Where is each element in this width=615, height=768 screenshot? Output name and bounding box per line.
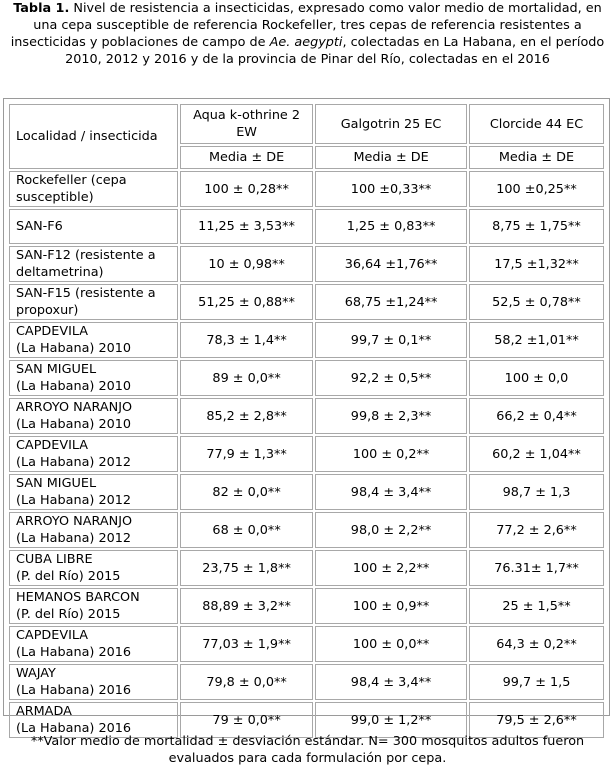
value-aqua: 68 ± 0,0**	[180, 512, 313, 548]
table-row	[9, 512, 604, 548]
table-row	[9, 246, 604, 282]
row-locality	[9, 664, 178, 700]
row-locality-line1: ARMADA	[16, 704, 72, 719]
row-locality	[9, 588, 178, 624]
table-row	[9, 588, 604, 624]
value-clorcide: 77,2 ± 2,6**	[469, 512, 604, 548]
table-row	[9, 474, 604, 510]
row-locality-line2: (P. del Río) 2015	[16, 607, 121, 622]
subheader-col-galgotrin: Media ± DE	[315, 146, 467, 169]
value-clorcide: 76.31± 1,7**	[469, 550, 604, 586]
caption-text: Nivel de resistencia a insecticidas, expresado como valor medio de mortalidad, en una cepa susceptible de referencia Rockefeller, tres cepas de referencia resistentes a insecticidas y poblaciones de campo de	[10, 1, 602, 50]
value-clorcide: 98,7 ± 1,3	[469, 474, 604, 510]
row-locality-line2: (La Habana) 2012	[16, 455, 132, 470]
value-galgotrin: 98,0 ± 2,2**	[315, 512, 467, 548]
row-locality-line2: (P. del Río) 2015	[16, 569, 121, 584]
table-row	[9, 171, 604, 207]
table-row	[9, 398, 604, 434]
row-locality	[9, 398, 178, 434]
table-row	[9, 436, 604, 472]
value-clorcide: 58,2 ±1,01**	[469, 322, 604, 358]
value-galgotrin: 99,0 ± 1,2**	[315, 702, 467, 738]
row-locality-line1: CUBA LIBRE	[16, 552, 93, 567]
row-locality	[9, 209, 178, 244]
value-aqua: 77,03 ± 1,9**	[180, 626, 313, 662]
value-clorcide: 25 ± 1,5**	[469, 588, 604, 624]
row-locality	[9, 550, 178, 586]
value-clorcide: 64,3 ± 0,2**	[469, 626, 604, 662]
value-clorcide: 99,7 ± 1,5	[469, 664, 604, 700]
value-galgotrin: 36,64 ±1,76**	[315, 246, 467, 282]
row-locality-line2: (La Habana) 2016	[16, 721, 132, 736]
row-locality-line1: SAN MIGUEL	[16, 362, 97, 377]
value-aqua: 100 ± 0,28**	[180, 171, 313, 207]
value-aqua: 77,9 ± 1,3**	[180, 436, 313, 472]
subheader-col-aqua: Media ± DE	[180, 146, 313, 169]
row-locality-line1: CAPDEVILA	[16, 324, 89, 339]
table-row	[9, 284, 604, 320]
row-locality-line1: SAN MIGUEL	[16, 476, 97, 491]
resistance-table	[7, 102, 606, 740]
row-locality	[9, 474, 178, 510]
value-galgotrin: 100 ± 0,2**	[315, 436, 467, 472]
row-locality-line1: HEMANOS BARCON	[16, 590, 140, 605]
row-locality-line1: CAPDEVILA	[16, 438, 89, 453]
value-aqua: 23,75 ± 1,8**	[180, 550, 313, 586]
row-locality-line2: (La Habana) 2012	[16, 493, 132, 508]
table-body	[9, 104, 604, 738]
table-caption	[0, 0, 615, 68]
table-row	[9, 322, 604, 358]
value-aqua: 85,2 ± 2,8**	[180, 398, 313, 434]
header-col-clorcide: Clorcide 44 EC	[469, 104, 604, 144]
value-clorcide: 66,2 ± 0,4**	[469, 398, 604, 434]
table-row	[9, 664, 604, 700]
value-clorcide: 52,5 ± 0,78**	[469, 284, 604, 320]
row-locality	[9, 171, 178, 207]
row-locality-line2: (La Habana) 2010	[16, 379, 132, 394]
row-locality-line2: (La Habana) 2016	[16, 645, 132, 660]
value-aqua: 10 ± 0,98**	[180, 246, 313, 282]
table-footnote: **Valor medio de mortalidad ± desviación estándar. N= 300 mosquitos adultos fueron evaluados para cada formulación por cepa.	[30, 734, 585, 766]
row-locality-line1: SAN-F15 (resistente a	[16, 286, 156, 301]
value-clorcide: 79,5 ± 2,6**	[469, 702, 604, 738]
value-aqua: 82 ± 0,0**	[180, 474, 313, 510]
value-aqua: 88,89 ± 3,2**	[180, 588, 313, 624]
value-aqua: 79,8 ± 0,0**	[180, 664, 313, 700]
table-frame	[3, 98, 610, 736]
value-clorcide: 100 ± 0,0	[469, 360, 604, 396]
value-clorcide: 60,2 ± 1,04**	[469, 436, 604, 472]
row-locality-line2: propoxur)	[16, 303, 79, 318]
value-clorcide: 100 ±0,25**	[469, 171, 604, 207]
value-galgotrin: 100 ± 0,0**	[315, 626, 467, 662]
header-locality: Localidad / insecticida	[9, 104, 178, 169]
row-locality-line2: (La Habana) 2010	[16, 417, 132, 432]
table-row	[9, 550, 604, 586]
row-locality	[9, 322, 178, 358]
value-galgotrin: 1,25 ± 0,83**	[315, 209, 467, 244]
row-locality	[9, 436, 178, 472]
row-locality	[9, 626, 178, 662]
value-galgotrin: 99,7 ± 0,1**	[315, 322, 467, 358]
value-aqua: 89 ± 0,0**	[180, 360, 313, 396]
subheader-col-clorcide: Media ± DE	[469, 146, 604, 169]
row-locality-line1: Rockefeller (cepa	[16, 173, 127, 188]
row-locality-line2: (La Habana) 2016	[16, 683, 132, 698]
row-locality-line2: (La Habana) 2010	[16, 341, 132, 356]
row-locality-line2: (La Habana) 2012	[16, 531, 132, 546]
value-galgotrin: 68,75 ±1,24**	[315, 284, 467, 320]
value-aqua: 11,25 ± 3,53**	[180, 209, 313, 244]
value-galgotrin: 100 ± 2,2**	[315, 550, 467, 586]
row-locality	[9, 246, 178, 282]
caption-text-end: , colectadas en La Habana, en el período 2010, 2012 y 2016 y de la provincia de Pinar del Río, colectadas en el 2016	[65, 35, 605, 67]
row-locality	[9, 360, 178, 396]
value-galgotrin: 98,4 ± 3,4**	[315, 474, 467, 510]
table-row	[9, 360, 604, 396]
table-row	[9, 626, 604, 662]
header-row	[9, 104, 604, 144]
value-galgotrin: 100 ± 0,9**	[315, 588, 467, 624]
caption-species: Ae. aegypti	[269, 35, 343, 50]
row-locality-line1: ARROYO NARANJO	[16, 514, 133, 529]
value-aqua: 79 ± 0,0**	[180, 702, 313, 738]
caption-label: Tabla 1.	[13, 1, 70, 16]
row-locality-line1: ARROYO NARANJO	[16, 400, 133, 415]
value-galgotrin: 92,2 ± 0,5**	[315, 360, 467, 396]
value-aqua: 51,25 ± 0,88**	[180, 284, 313, 320]
table-row	[9, 209, 604, 244]
value-galgotrin: 100 ±0,33**	[315, 171, 467, 207]
value-galgotrin: 99,8 ± 2,3**	[315, 398, 467, 434]
value-aqua: 78,3 ± 1,4**	[180, 322, 313, 358]
row-locality-line1: SAN-F12 (resistente a	[16, 248, 156, 263]
row-locality	[9, 284, 178, 320]
value-clorcide: 17,5 ±1,32**	[469, 246, 604, 282]
value-galgotrin: 98,4 ± 3,4**	[315, 664, 467, 700]
header-col-aqua: Aqua k-othrine 2 EW	[180, 104, 313, 144]
row-locality-line2: deltametrina)	[16, 265, 104, 280]
row-locality-line1: CAPDEVILA	[16, 628, 89, 643]
row-locality	[9, 512, 178, 548]
row-locality-line1: SAN-F6	[16, 219, 63, 234]
row-locality-line1: WAJAY	[16, 666, 56, 681]
header-col-galgotrin: Galgotrin 25 EC	[315, 104, 467, 144]
row-locality-line2: susceptible)	[16, 190, 94, 205]
value-clorcide: 8,75 ± 1,75**	[469, 209, 604, 244]
